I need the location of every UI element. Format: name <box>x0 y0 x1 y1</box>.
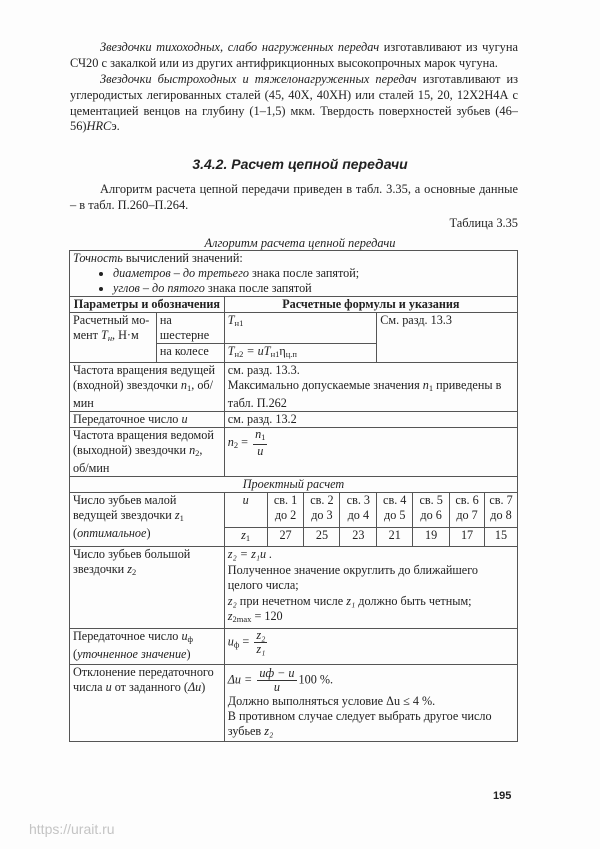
list-item: • углов – до пятого знака после запятой <box>113 281 514 296</box>
u-range-cell: св. 4 до 5 <box>377 493 413 528</box>
paragraph-fast-sprockets: Звездочки быстроходных и тяжелонагруженных передач изготавливают из углеродистых легированных сталей (45, 40Х, 40ХН) или сталей 15, 20, 12Х2Н4А с цементацией венцов на глубину (1–1,5) мкм. Твердость поверхностей зубьев (46–56)HRCэ. <box>70 72 518 134</box>
u-label: Передаточное число u <box>70 412 225 428</box>
project-section-label: Проектный расчет <box>70 477 518 493</box>
z1-u-row <box>70 493 518 528</box>
z1-value-cell: 23 <box>340 528 377 547</box>
du-row <box>70 664 518 741</box>
u-range-cell: св. 2 до 3 <box>304 493 340 528</box>
paragraph-algorithm-intro: Алгоритм расчета цепной передачи приведен в табл. 3.35, а основные данные – в табл. П.260–П.264. <box>70 182 518 212</box>
section-heading: 3.4.2. Расчет цепной передачи <box>192 156 408 172</box>
gear-formula: $T_{н1}$ <box>224 313 377 344</box>
table-number: Таблица 3.35 <box>449 216 518 230</box>
du-label: Отклонение передаточного числа u от заданного (Δu) <box>70 664 225 741</box>
n2-row <box>70 428 518 477</box>
z1-value-cell: 15 <box>484 528 517 547</box>
n2-formula: $n_2$ = $\frac{n_1}{u}$ <box>224 428 517 477</box>
uf-formula: $u_ф$ = $\frac{\text{z₂}}{\text{z₁}}$ <box>224 628 517 664</box>
uf-label: Передаточное число $u_ф$ (уточненное значение) <box>70 628 225 664</box>
page-number: 195 <box>493 790 512 802</box>
header-row <box>70 297 518 313</box>
z1-value-cell: 17 <box>450 528 485 547</box>
gear-label: на шестерне <box>156 313 224 344</box>
moment-row-gear <box>70 313 518 344</box>
project-section-row <box>70 477 518 493</box>
paragraph-slow-sprockets: Звездочки тихоходных, слабо нагруженных передач изготавливают из чугуна СЧ20 с закалкой или из других антифрикционных высокопрочных марок чугуна. <box>70 40 518 70</box>
z2-label: Число зубьев большой звездочки $z_2$ <box>70 547 225 629</box>
u-range-cell: св. 6 до 7 <box>450 493 485 528</box>
accuracy-list <box>73 266 514 296</box>
n2-label: Частота вращения ведомой (выходной) звездочки $n_2$, об/мин <box>70 428 225 477</box>
z2-row <box>70 547 518 629</box>
u-range-cell: св. 3 до 4 <box>340 493 377 528</box>
u-range-cell: св. 7 до 8 <box>484 493 517 528</box>
accuracy-row: Точность вычислений значений: • диаметров – до третьего знака после запятой; • углов – до пятого знака после запятой <box>70 251 518 297</box>
table-caption: Алгоритм расчета цепной передачи <box>204 236 396 250</box>
header-formulas: Расчетные формулы и указания <box>224 297 517 313</box>
z1-value-cell: 25 <box>304 528 340 547</box>
z1-header-cell: $z_1$ <box>224 528 267 547</box>
z1-value-cell: 19 <box>413 528 450 547</box>
u-row <box>70 412 518 428</box>
wheel-formula: $T_{н2} = uT_{н1}\eta_{ц.п}$ <box>224 344 377 363</box>
u-range-cell: св. 5 до 6 <box>413 493 450 528</box>
u-range-cell: св. 1 до 2 <box>267 493 304 528</box>
n1-label: Частота вращения ведущей (входной) звездочки $n_1$, об/мин <box>70 363 225 412</box>
u-header-cell: u <box>224 493 267 528</box>
algorithm-table <box>69 250 518 742</box>
list-item: • диаметров – до третьего знака после запятой; <box>113 266 514 281</box>
moment-note: См. разд. 13.3 <box>377 313 518 363</box>
n1-row <box>70 363 518 412</box>
z2-formulas: z₂ = z₁u . Полученное значение округлить до ближайшего целого числа; z₂ при нечетном числе z₁ должно быть четным; $z_{2max} = 120$ <box>224 547 517 629</box>
uf-row <box>70 628 518 664</box>
u-text: см. разд. 13.2 <box>224 412 517 428</box>
watermark-link[interactable]: https://urait.ru <box>29 821 115 837</box>
du-formulas: Δu = $\frac{uф - u}{u}$ 100 %. Должно выполняться условие Δu ≤ 4 %. В противном случае следует выбрать другое число зубьев z₂ <box>224 664 517 741</box>
wheel-label: на колесе <box>156 344 224 363</box>
z1-value-cell: 21 <box>377 528 413 547</box>
z1-value-cell: 27 <box>267 528 304 547</box>
z1-label: Число зубьев малой ведущей звездочки $z_1$ (оптимальное) <box>70 493 225 547</box>
moment-label: Расчетный мо-мент $T_н$, Н·м <box>70 313 157 363</box>
header-params: Параметры и обозначения <box>70 297 225 313</box>
n1-text: см. разд. 13.3. Максимально допускаемые значения $n_1$ приведены в табл. П.262 <box>224 363 517 412</box>
